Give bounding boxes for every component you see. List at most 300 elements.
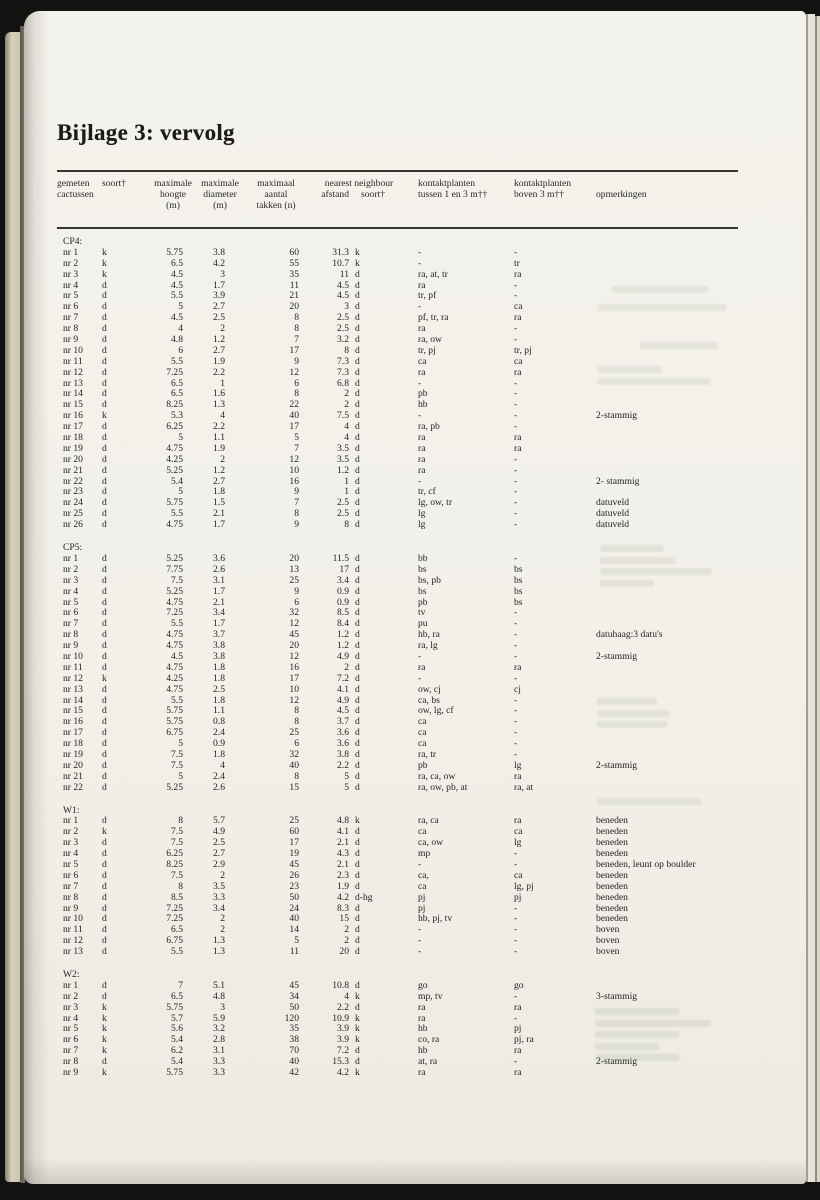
row-id-cell: nr 4 [63,585,79,597]
nn-distance-cell: 0.9 [337,585,349,597]
contact-1-3m-cell: ca [418,727,427,739]
nn-species-cell: k [355,990,360,1002]
height-cell: 5.25 [166,781,183,793]
contact-above-3m-cell: ra [514,1045,522,1057]
nn-species-cell: d [355,486,360,498]
table-row [57,914,769,925]
row-id-cell: nr 26 [63,519,83,531]
branches-cell: 5 [294,432,299,444]
row-id-cell: nr 7 [63,1045,79,1057]
remarks-cell: beneden [596,913,628,925]
remarks-cell [594,291,769,302]
row-id-cell: nr 22 [63,781,83,793]
row-id-cell: nr 13 [63,946,83,958]
height-cell: 7.75 [166,563,183,575]
remarks-cell: 3-stammig [596,990,638,1002]
row-id-cell: nr 8 [63,891,79,903]
contact-1-3m-cell: ra, tr [418,748,437,760]
contact-1-3m-cell: hb [418,1023,428,1035]
contact-above-3m-cell: ca [514,869,523,881]
diameter-cell: 3.8 [213,246,225,258]
contact-above-3m-cell: ra [514,1001,522,1013]
contact-1-3m-cell: at, ra [418,1056,438,1068]
species-cell: d [102,366,107,378]
height-cell: 6.5 [171,388,183,400]
row-id-cell: nr 25 [63,508,83,520]
species-cell: d [102,990,107,1002]
diameter-cell: 1.8 [213,661,225,673]
nn-distance-cell: 31.3 [332,246,349,258]
ink-bleed-smudge [595,1043,659,1050]
nn-distance-cell: 1.2 [337,640,349,652]
row-id-cell: nr 7 [63,312,79,324]
row-id-cell: nr 22 [63,475,83,487]
nn-species-cell: d [355,618,360,630]
remarks-cell [594,259,769,270]
diameter-cell: 0.8 [213,716,225,728]
branches-cell: 12 [289,453,299,465]
height-cell: 7.25 [166,366,183,378]
height-cell: 7.25 [166,913,183,925]
contact-above-3m-cell: - [514,705,518,717]
branches-cell: 7 [294,442,299,454]
contact-1-3m-cell: lg [418,508,426,520]
row-id-cell: nr 1 [63,246,79,258]
contact-1-3m-cell: ra [418,661,426,673]
contact-above-3m-cell: bs [514,596,523,608]
diameter-cell: 2.5 [213,683,225,695]
nn-species-cell: d [355,334,360,346]
contact-above-3m-cell: ra [514,432,522,444]
diameter-cell: 3.1 [213,1045,225,1057]
nn-distance-cell: 3.5 [337,442,349,454]
contact-above-3m-cell: - [514,421,518,433]
table-row [57,259,769,270]
branches-cell: 10 [289,683,299,695]
contact-1-3m-cell: - [418,475,422,487]
nn-species-cell: d [355,924,360,936]
nn-distance-cell: 2.5 [337,508,349,520]
contact-above-3m-cell: ra [514,442,522,454]
contact-above-3m-cell: - [514,618,518,630]
remarks-cell [594,389,769,400]
nn-distance-cell: 20 [339,946,349,958]
nn-distance-cell: 7.3 [337,366,349,378]
species-cell: d [102,924,107,936]
table-row [57,608,769,619]
nn-distance-cell: 7.2 [337,1045,349,1057]
nn-distance-cell: 3.6 [337,738,349,750]
branches-cell: 11 [289,279,299,291]
nn-distance-cell: 4.5 [337,279,349,291]
nn-distance-cell: 4.1 [337,683,349,695]
height-cell: 7 [178,979,183,991]
nn-distance-cell: 2.5 [337,497,349,509]
branches-cell: 13 [289,563,299,575]
species-cell: d [102,1056,107,1068]
table-row [57,455,769,466]
species-cell: d [102,388,107,400]
nn-distance-cell: 2.2 [337,759,349,771]
contact-above-3m-cell: - [514,848,518,860]
contact-1-3m-cell: ow, lg, cf [418,705,454,717]
height-cell: 6.5 [171,257,183,269]
diameter-cell: 3.7 [213,629,225,641]
row-id-cell: nr 2 [63,563,79,575]
branches-cell: 8 [294,508,299,520]
height-cell: 6.5 [171,924,183,936]
nn-distance-cell: 3.5 [337,453,349,465]
row-id-cell: nr 17 [63,727,83,739]
contact-1-3m-cell: ra, ca [418,815,439,827]
nn-species-cell: d [355,946,360,958]
species-cell: d [102,629,107,641]
branches-cell: 15 [289,781,299,793]
row-id-cell: nr 3 [63,1001,79,1013]
contact-1-3m-cell: ra, ow [418,334,442,346]
diameter-cell: 1.3 [213,399,225,411]
table-top-rule [57,170,738,172]
remarks-cell [594,324,769,335]
species-cell: d [102,716,107,728]
header-nearest-neighbour: nearest neighbour afstand soort† [303,178,415,211]
table-row [57,685,769,696]
row-id-cell: nr 8 [63,1056,79,1068]
branches-cell: 34 [289,990,299,1002]
contact-above-3m-cell: - [514,486,518,498]
nn-distance-cell: 8.5 [337,607,349,619]
species-cell: d [102,355,107,367]
book-page [24,11,806,1184]
nn-distance-cell: 2.1 [337,837,349,849]
nn-distance-cell: 4.3 [337,848,349,860]
remarks-cell: 2-stammig [596,759,638,771]
contact-above-3m-cell: - [514,902,518,914]
diameter-cell: 5.7 [213,815,225,827]
branches-cell: 50 [289,891,299,903]
branches-cell: 7 [294,334,299,346]
row-id-cell: nr 6 [63,1034,79,1046]
table-row [57,587,769,598]
remarks-cell [594,608,769,619]
nn-distance-cell: 2 [344,661,349,673]
contact-above-3m-cell: - [514,650,518,662]
table-row [57,871,769,882]
height-cell: 4.5 [171,279,183,291]
row-id-cell: nr 12 [63,672,83,684]
species-cell: k [102,410,107,422]
table-row [57,860,769,871]
table-row [57,477,769,488]
nn-species-cell: d [355,519,360,531]
header-max-branches: maximaal aantal takken (n) [256,178,296,211]
table-row [57,422,769,433]
diameter-cell: 3.8 [213,640,225,652]
height-cell: 4.75 [166,442,183,454]
ink-bleed-smudge [598,378,710,385]
diameter-cell: 1.1 [213,432,225,444]
row-id-cell: nr 5 [63,1023,79,1035]
diameter-cell: 2 [220,924,225,936]
table-row [57,663,769,674]
row-id-cell: nr 8 [63,629,79,641]
diameter-cell: 4.2 [213,257,225,269]
height-cell: 4.75 [166,519,183,531]
ink-bleed-smudge [595,1020,711,1027]
species-cell: d [102,935,107,947]
diameter-cell: 1 [220,377,225,389]
row-id-cell: nr 6 [63,607,79,619]
species-cell: d [102,552,107,564]
branches-cell: 120 [284,1012,299,1024]
height-cell: 6.5 [171,377,183,389]
table-header-rule [57,227,738,229]
ink-bleed-smudge [598,304,726,311]
nn-species-cell: d [355,290,360,302]
diameter-cell: 1.3 [213,946,225,958]
nn-species-cell: d [355,268,360,280]
height-cell: 5 [178,301,183,313]
branches-cell: 40 [289,913,299,925]
remarks-cell: 2- stammig [596,475,640,487]
nn-distance-cell: 1 [344,486,349,498]
row-id-cell: nr 17 [63,421,83,433]
contact-above-3m-cell: bs [514,585,523,597]
nn-species-cell: d [355,475,360,487]
height-cell: 7.5 [171,837,183,849]
row-id-cell: nr 15 [63,399,83,411]
height-cell: 5.4 [171,475,183,487]
nn-species-cell: d [355,432,360,444]
diameter-cell: 2.6 [213,781,225,793]
ink-bleed-smudge [597,798,701,805]
diameter-cell: 4.9 [213,826,225,838]
species-cell: d [102,748,107,760]
branches-cell: 17 [289,837,299,849]
branches-cell: 9 [294,486,299,498]
contact-1-3m-cell: ra [418,366,426,378]
diameter-cell: 1.7 [213,279,225,291]
branches-cell: 32 [289,748,299,760]
row-id-cell: nr 8 [63,323,79,335]
contact-above-3m-cell: - [514,475,518,487]
species-cell: k [102,257,107,269]
row-id-cell: nr 9 [63,334,79,346]
height-cell: 5.75 [166,705,183,717]
contact-1-3m-cell: ra [418,442,426,454]
row-id-cell: nr 23 [63,486,83,498]
species-cell: d [102,815,107,827]
row-id-cell: nr 11 [63,661,83,673]
species-cell: d [102,770,107,782]
nn-species-cell: d [355,694,360,706]
table-row [57,893,769,904]
diameter-cell: 1.9 [213,442,225,454]
branches-cell: 17 [289,672,299,684]
diameter-cell: 3 [220,1001,225,1013]
diameter-cell: 2.7 [213,848,225,860]
table-row [57,411,769,422]
height-cell: 8 [178,815,183,827]
species-cell: d [102,705,107,717]
diameter-cell: 3.8 [213,650,225,662]
nn-species-cell: d [355,650,360,662]
table-row [57,641,769,652]
height-cell: 5.5 [171,290,183,302]
height-cell: 5.75 [166,716,183,728]
height-cell: 5 [178,770,183,782]
contact-above-3m-cell: ra [514,1067,522,1079]
nn-species-cell: d [355,748,360,760]
contact-1-3m-cell: lg [418,519,426,531]
branches-cell: 35 [289,268,299,280]
contact-above-3m-cell: bs [514,563,523,575]
remarks-cell: beneden [596,815,628,827]
species-cell: k [102,672,107,684]
diameter-cell: 1.8 [213,486,225,498]
height-cell: 5.25 [166,464,183,476]
branches-cell: 55 [289,257,299,269]
contact-above-3m-cell: - [514,519,518,531]
contact-1-3m-cell: pb [418,759,428,771]
ink-bleed-smudge [597,721,667,728]
ink-bleed-smudge [640,342,718,349]
table-row [57,466,769,477]
contact-above-3m-cell: - [514,508,518,520]
species-cell: d [102,640,107,652]
species-cell: k [102,268,107,280]
row-id-cell: nr 3 [63,837,79,849]
remarks-cell [594,728,769,739]
row-id-cell: nr 7 [63,618,79,630]
contact-above-3m-cell: - [514,246,518,258]
species-cell: d [102,464,107,476]
contact-above-3m-cell: ra [514,815,522,827]
row-id-cell: nr 9 [63,1067,79,1079]
height-cell: 5.3 [171,410,183,422]
table-row [57,509,769,520]
branches-cell: 20 [289,552,299,564]
nn-species-cell: d [355,1001,360,1013]
branches-cell: 60 [289,246,299,258]
diameter-cell: 1.7 [213,618,225,630]
contact-above-3m-cell: - [514,388,518,400]
branches-cell: 8 [294,716,299,728]
height-cell: 8.25 [166,858,183,870]
contact-above-3m-cell: - [514,334,518,346]
diameter-cell: 3.2 [213,1023,225,1035]
branches-cell: 40 [289,759,299,771]
contact-1-3m-cell: ra [418,323,426,335]
table-row [57,816,769,827]
contact-above-3m-cell: - [514,279,518,291]
diameter-cell: 2.2 [213,421,225,433]
height-cell: 5.25 [166,552,183,564]
remarks-cell [594,739,769,750]
nn-distance-cell: 3.4 [337,574,349,586]
contact-above-3m-cell: ra [514,312,522,324]
contact-above-3m-cell: - [514,464,518,476]
nn-species-cell: d [355,464,360,476]
table-row [57,925,769,936]
nn-distance-cell: 15 [339,913,349,925]
species-cell: d [102,738,107,750]
nn-distance-cell: 3.9 [337,1034,349,1046]
remarks-cell: beneden [596,880,628,892]
table-header [57,178,769,211]
nn-distance-cell: 2 [344,399,349,411]
branches-cell: 9 [294,519,299,531]
contact-above-3m-cell: lg, pj [514,880,534,892]
contact-above-3m-cell: - [514,377,518,389]
row-id-cell: nr 18 [63,432,83,444]
table-row [57,674,769,685]
nn-distance-cell: 6.8 [337,377,349,389]
nn-species-cell: d [355,279,360,291]
nn-species-cell: d [355,323,360,335]
height-cell: 5.5 [171,694,183,706]
row-id-cell: nr 19 [63,748,83,760]
branches-cell: 11 [289,946,299,958]
nn-species-cell: d [355,727,360,739]
remarks-cell: beneden, leunt op boulder [596,858,696,870]
nn-species-cell: d [355,640,360,652]
species-cell: d [102,377,107,389]
species-cell: d [102,837,107,849]
diameter-cell: 1.3 [213,935,225,947]
nn-distance-cell: 10.8 [332,979,349,991]
contact-1-3m-cell: pj [418,891,426,903]
branches-cell: 20 [289,301,299,313]
species-cell: k [102,1023,107,1035]
nn-species-cell: d [355,312,360,324]
branches-cell: 25 [289,574,299,586]
nn-distance-cell: 4 [344,421,349,433]
nn-species-cell: d [355,399,360,411]
diameter-cell: 1.7 [213,519,225,531]
table-row [57,827,769,838]
contact-1-3m-cell: - [418,650,422,662]
contact-above-3m-cell: - [514,629,518,641]
branches-cell: 60 [289,826,299,838]
species-cell: d [102,880,107,892]
nn-species-cell: d [355,377,360,389]
table-row [57,904,769,915]
diameter-cell: 4 [220,759,225,771]
height-cell: 4.75 [166,629,183,641]
diameter-cell: 2.6 [213,563,225,575]
table-section [57,806,769,958]
contact-1-3m-cell: ca [418,738,427,750]
height-cell: 6.25 [166,848,183,860]
row-id-cell: nr 10 [63,913,83,925]
species-cell: d [102,486,107,498]
remarks-cell: beneden [596,837,628,849]
row-id-cell: nr 12 [63,935,83,947]
remarks-cell: boven [596,924,620,936]
contact-1-3m-cell: ra [418,453,426,465]
nn-species-cell: d [355,585,360,597]
height-cell: 5.6 [171,1023,183,1035]
contact-above-3m-cell: tr [514,257,520,269]
height-cell: 8.5 [171,891,183,903]
nn-species-cell: d [355,453,360,465]
branches-cell: 12 [289,366,299,378]
diameter-cell: 1.9 [213,355,225,367]
contact-1-3m-cell: ca [418,826,427,838]
remarks-cell [594,455,769,466]
contact-1-3m-cell: tr, pf [418,290,437,302]
